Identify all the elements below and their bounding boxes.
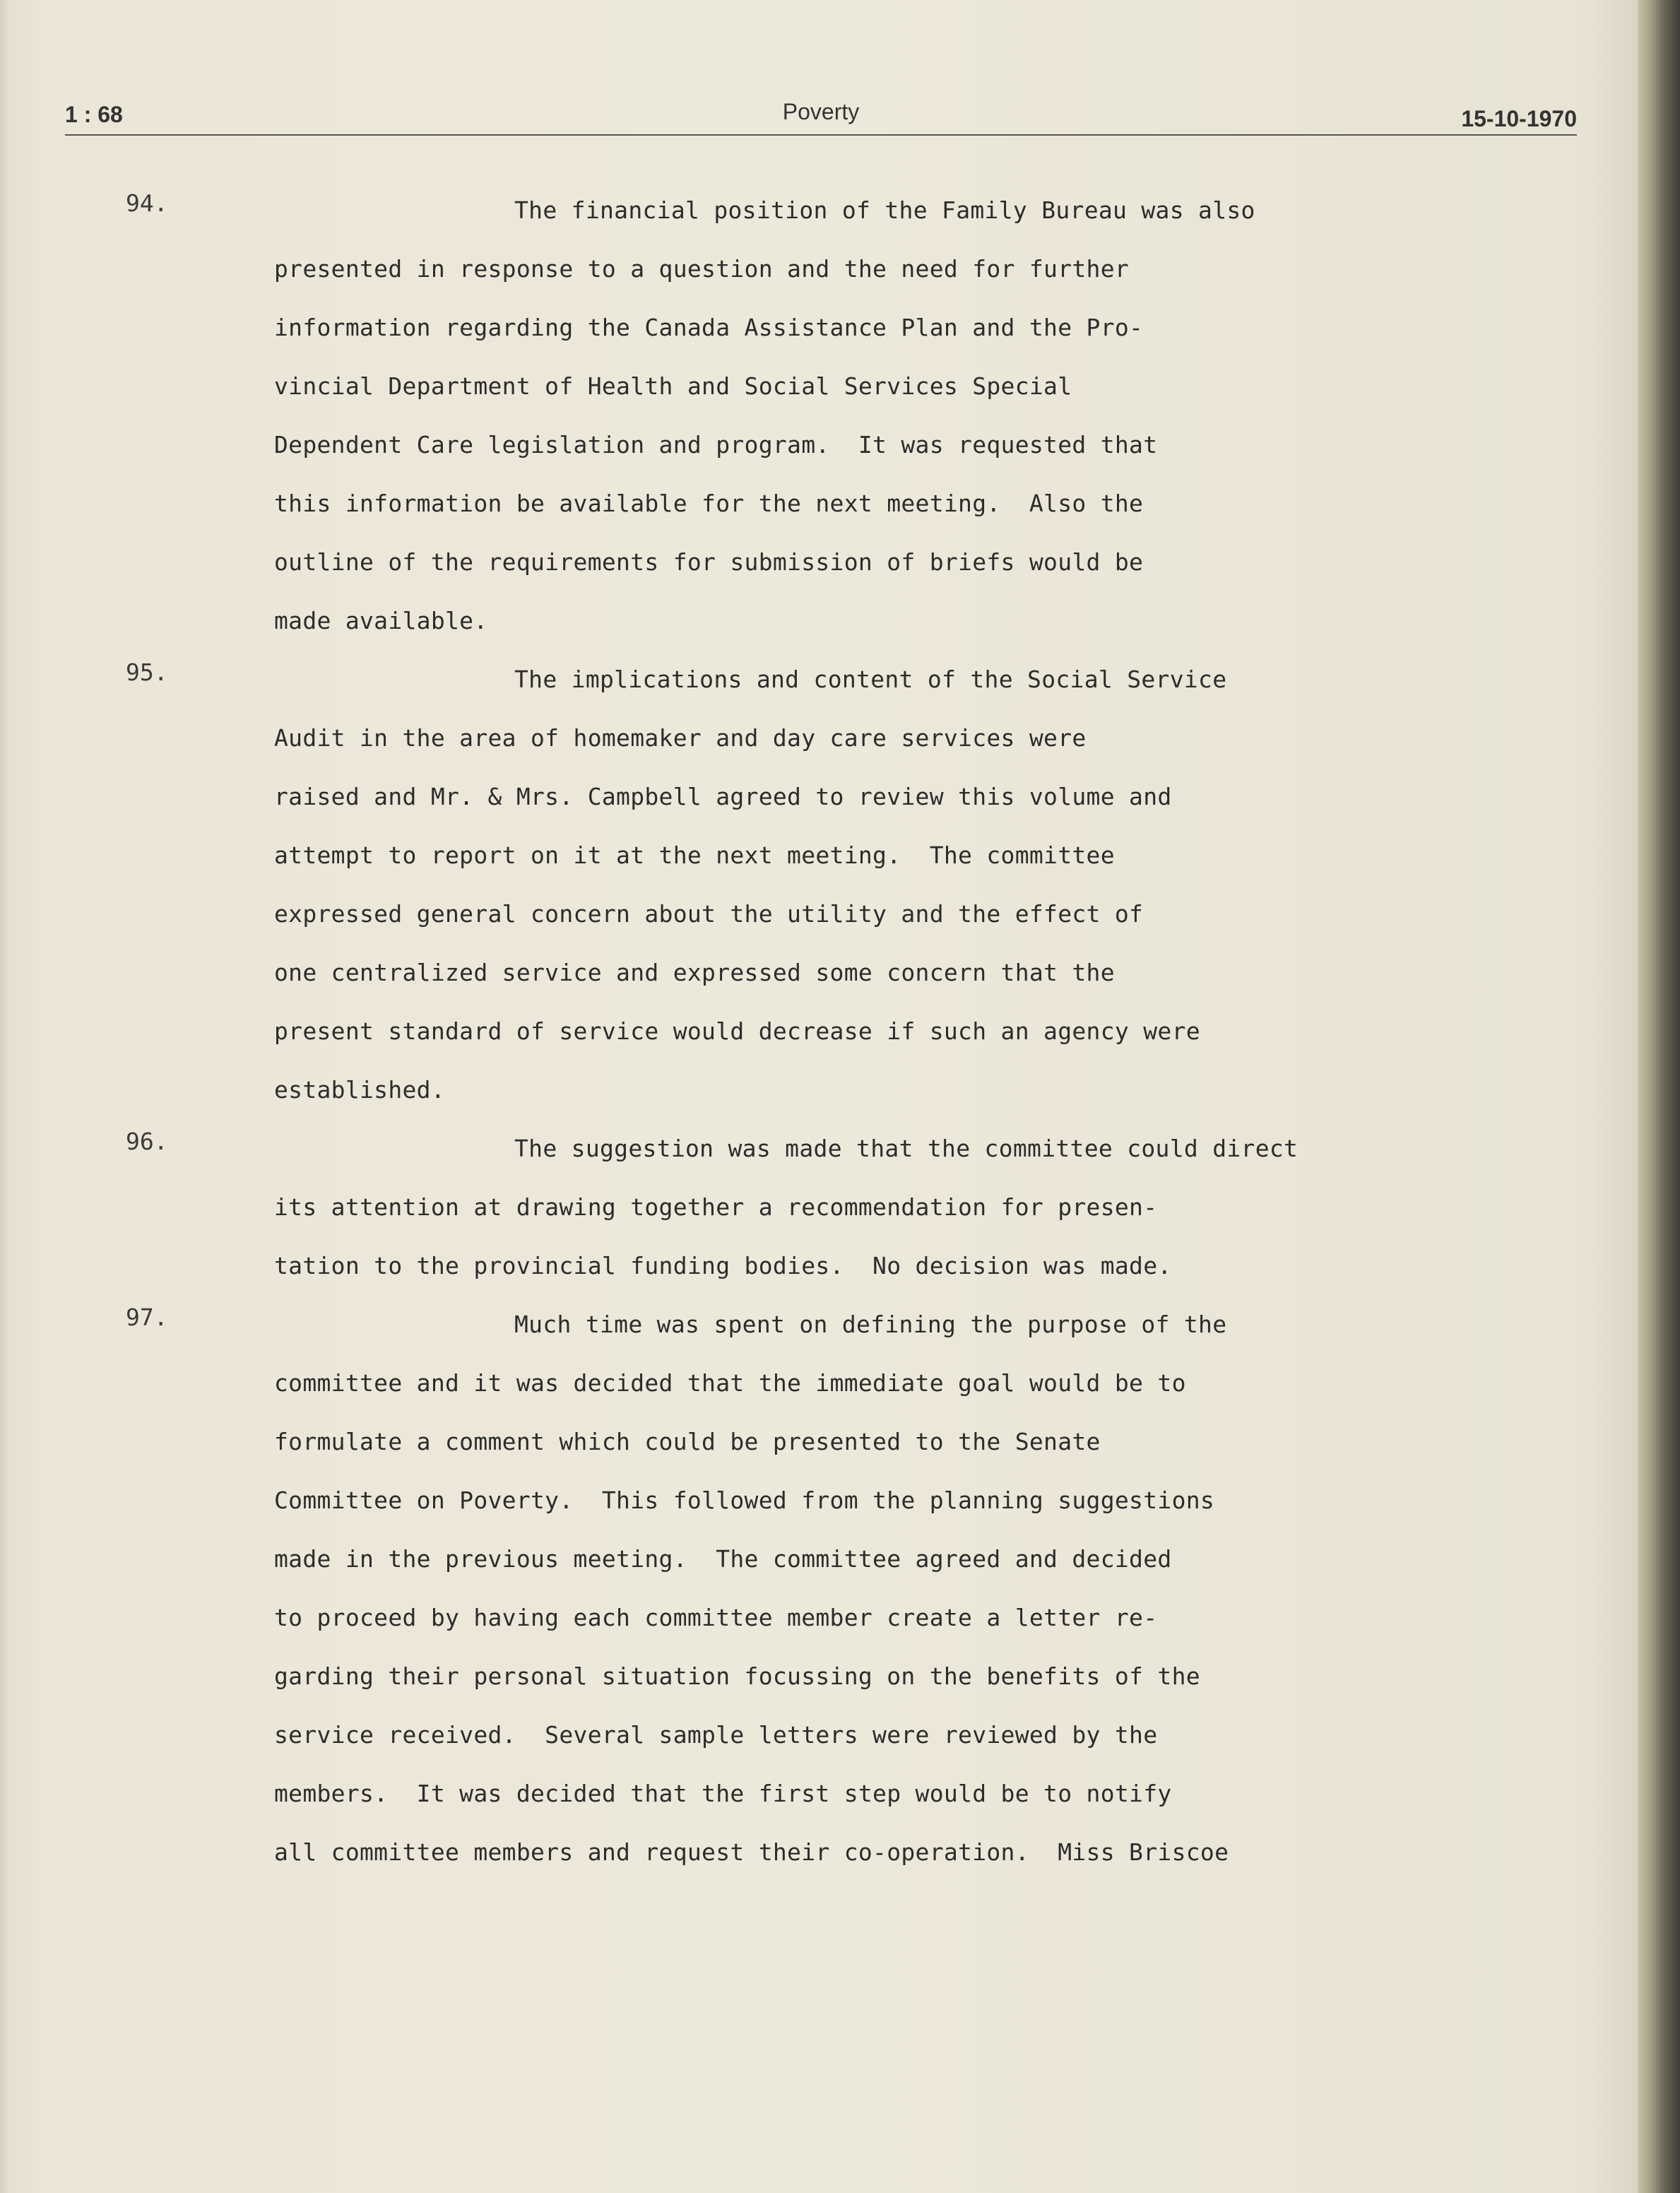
text-line: information regarding the Canada Assistance Plan and the Pro- [274,314,1144,341]
paragraph-97 [126,1304,1433,1890]
text-line: present standard of service would decrease if such an agency were [274,1017,1200,1045]
text-line: made available. [274,607,488,634]
text-line: The implications and content of the Social Service [514,666,1227,693]
text-line: vincial Department of Health and Social Services Special [274,372,1072,400]
text-line: made in the previous meeting. The committee agreed and decided [274,1545,1172,1573]
book-spine [1638,0,1680,2193]
text-line: Dependent Care legislation and program. It was requested that [274,431,1158,459]
text-line: tation to the provincial funding bodies. No decision was made. [274,1252,1172,1279]
text-line: attempt to report on it at the next meeting. The committee [274,841,1115,869]
header-rule [65,134,1577,136]
text-line: all committee members and request their co-operation. Miss Briscoe [274,1838,1229,1866]
text-line: garding their personal situation focussing on the benefits of the [274,1662,1200,1690]
text-line: its attention at drawing together a recommendation for presen- [274,1193,1158,1221]
text-line: Committee on Poverty. This followed from the planning suggestions [274,1486,1215,1514]
paragraph-number: 97. [126,1304,168,1331]
paragraph-95 [126,658,1433,1128]
document-body [126,189,1433,1890]
paragraph-number: 96. [126,1128,168,1155]
text-line: members. It was decided that the first step would be to notify [274,1780,1172,1807]
text-line: presented in response to a question and the need for further [274,255,1130,283]
page-header [65,99,1577,136]
paragraph-number: 95. [126,658,168,686]
text-line: raised and Mr. & Mrs. Campbell agreed to review this volume and [274,783,1172,810]
text-line: this information be available for the next meeting. Also the [274,490,1144,517]
header-date: 15-10-1970 [1461,106,1577,131]
text-line: Audit in the area of homemaker and day care services were [274,724,1087,752]
text-line: one centralized service and expressed some concern that the [274,959,1115,986]
page-number: 1 : 68 [65,102,123,127]
text-line: The financial position of the Family Bureau was also [514,196,1255,224]
text-line: formulate a comment which could be presented to the Senate [274,1428,1101,1455]
text-line: outline of the requirements for submission of briefs would be [274,548,1144,576]
text-line: committee and it was decided that the immediate goal would be to [274,1369,1186,1397]
text-line: The suggestion was made that the committee could direct [514,1135,1299,1162]
paragraph-94 [126,189,1433,658]
page-title: Poverty [782,99,860,124]
text-line: expressed general concern about the utility and the effect of [274,900,1144,928]
text-line: service received. Several sample letters were reviewed by the [274,1721,1158,1749]
text-line: established. [274,1076,446,1104]
paragraph-number: 94. [126,189,168,217]
text-line: to proceed by having each committee member create a letter re- [274,1604,1158,1631]
paragraph-96 [126,1128,1433,1304]
page-left-edge [0,0,10,2193]
text-line: Much time was spent on defining the purpose of the [514,1311,1227,1338]
